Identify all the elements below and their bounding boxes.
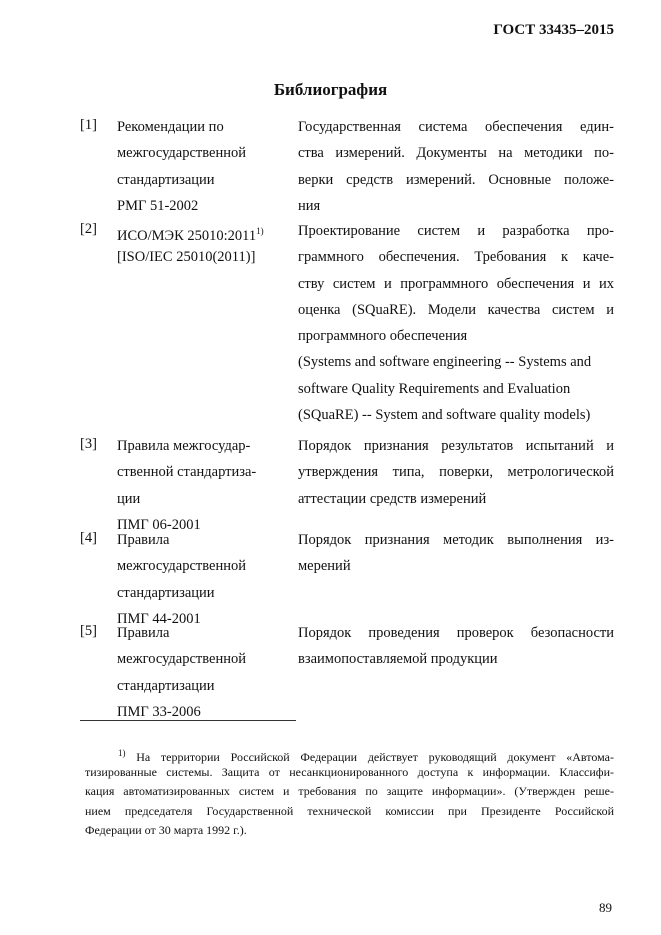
entry-number: [2]	[80, 221, 97, 237]
entry-document	[117, 530, 292, 635]
title-line: аттестации средств измерений	[298, 490, 487, 507]
document-line	[117, 170, 292, 196]
document-line	[117, 436, 292, 462]
entry-number: [1]	[80, 117, 97, 133]
entry-document	[117, 623, 292, 728]
document-line	[117, 676, 292, 702]
footnote-line	[85, 745, 614, 764]
text: стандартизации	[117, 171, 215, 188]
document-line	[117, 489, 292, 515]
text: тизированные системы. Защита от несанкционированного доступа к информации. Классифи-	[85, 765, 614, 780]
entry-title	[298, 530, 614, 583]
document-line	[117, 530, 292, 556]
title-line: software Quality Requirements and Evaluation	[298, 380, 571, 397]
document-line	[117, 221, 292, 247]
entry-title	[298, 436, 614, 515]
entry-title	[298, 623, 614, 676]
document-line	[117, 583, 292, 609]
title-line: Порядок признания результатов испытаний и	[298, 438, 614, 454]
footnote-line	[85, 783, 614, 802]
text: ПМГ 44-2001	[117, 610, 201, 627]
title-line: Государственная система обеспечения един-	[298, 119, 614, 135]
text: межгосударственной	[117, 558, 246, 575]
footnote-divider	[80, 720, 296, 721]
text: ПМГ 06-2001	[117, 516, 201, 533]
text: ции	[117, 490, 141, 507]
entry-document	[117, 436, 292, 541]
footnote-mark: 1)	[118, 748, 126, 758]
footnote-line	[85, 803, 614, 822]
title-line: граммного обеспечения. Требования к каче-	[298, 249, 614, 266]
page-number: 89	[599, 900, 612, 915]
document-line	[117, 247, 292, 273]
text: Федерации от 30 марта 1992 г.).	[85, 822, 247, 837]
title-line: мерений	[298, 558, 351, 575]
document-line	[117, 462, 292, 488]
text: Рекомендации по	[117, 119, 224, 135]
title-line: Проектирование систем и разработка про-	[298, 223, 614, 239]
document-line	[117, 143, 292, 169]
text: Правила	[117, 532, 170, 548]
entry-title	[298, 221, 614, 431]
footnote-line	[85, 822, 614, 841]
text: ИСО/МЭК 25010:2011	[117, 227, 257, 244]
document-line	[117, 702, 292, 728]
text: нием председателя Государственной технической комиссии при Президенте Российской	[85, 803, 614, 818]
document-line	[117, 623, 292, 649]
text: ПМГ 33-2006	[117, 703, 201, 720]
title-line: Порядок признания методик выполнения из-	[298, 532, 614, 548]
entry-number: [3]	[80, 436, 97, 452]
text: На территории Российской Федерации действует руководящий документ «Автома-	[136, 750, 614, 764]
footnote	[85, 745, 614, 841]
text: Правила	[117, 625, 170, 641]
title-line: верки средств измерений. Основные положе-	[298, 171, 614, 188]
title-line: (Systems and software engineering -- Systems and	[298, 354, 592, 371]
title-line: ства измерений. Документы на методики по-	[298, 145, 614, 162]
title-line: (SQuaRE) -- System and software quality models)	[298, 407, 591, 424]
page-title: Библиография	[273, 80, 388, 99]
text: кация автоматизированных систем и требования по защите информации». (Утвержден реше-	[85, 784, 614, 799]
entry-title	[298, 117, 614, 222]
footnote-line	[85, 764, 614, 783]
title-line: взаимопоставляемой продукции	[298, 651, 498, 668]
title-line: ству систем и программного обеспечения и их	[298, 275, 614, 292]
text: [ISO/IEC 25010(2011)]	[117, 249, 256, 266]
document-code: ГОСТ 33435–2015	[493, 22, 614, 38]
footnote-ref: 1)	[256, 226, 264, 236]
title-line: оценка (SQuaRE). Модели качества систем и	[298, 301, 614, 318]
entry-number: [5]	[80, 623, 97, 639]
document-line	[117, 556, 292, 582]
title-line: программного обеспечения	[298, 328, 468, 345]
text: межгосударственной	[117, 145, 246, 162]
text: межгосударственной	[117, 651, 246, 668]
title-line: Порядок проведения проверок безопасности	[298, 625, 614, 641]
text: стандартизации	[117, 584, 215, 601]
title-line: утверждения типа, поверки, метрологической	[298, 464, 614, 481]
entry-document	[117, 117, 292, 222]
text: ственной стандартиза-	[117, 464, 257, 481]
title-line: ния	[298, 197, 321, 214]
entry-number: [4]	[80, 530, 97, 546]
text: стандартизации	[117, 677, 215, 694]
entry-document	[117, 221, 292, 274]
document-line	[117, 196, 292, 222]
document-line	[117, 117, 292, 143]
text: Правила межгосудар-	[117, 438, 251, 454]
text: РМГ 51-2002	[117, 197, 199, 214]
document-line	[117, 649, 292, 675]
